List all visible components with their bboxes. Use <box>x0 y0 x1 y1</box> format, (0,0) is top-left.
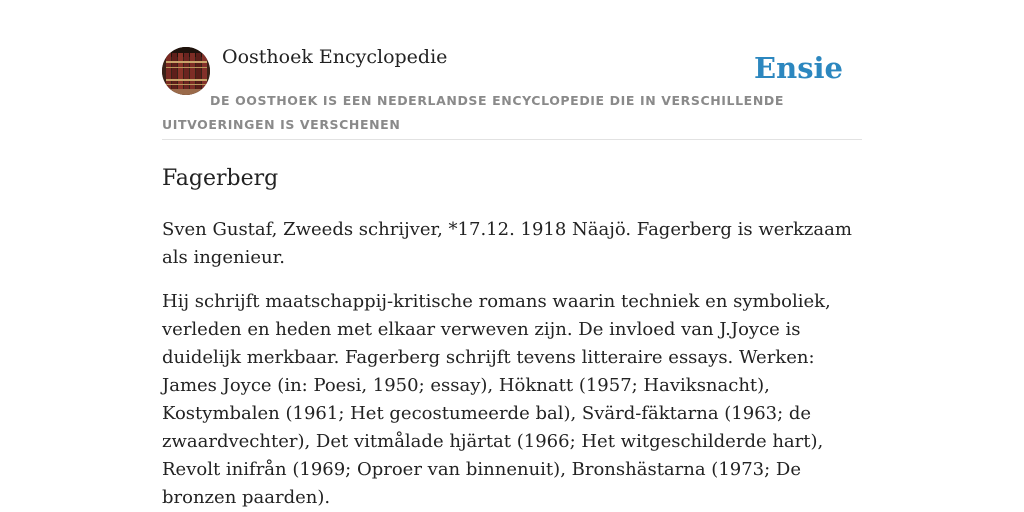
article-paragraph: Sven Gustaf, Zweeds schrijver, *17.12. 1918 Näajö. Fagerberg is werkzaam als ingenieur. <box>162 219 852 268</box>
brand-logo[interactable]: Ensie <box>754 51 843 85</box>
article-paragraph: Hij schrijft maatschappij-kritische romans waarin techniek en symboliek, verleden en heden met elkaar verweven zijn. De invloed van J.Joyce is duidelijk merkbaar. Fagerberg schrijft tevens litteraire essays. Werken: James Joyce (in: Poesi, 1950; essay), Höknatt (1957; Haviksnacht), Kostymbalen (1961; Het gecostumeerde bal), Svärd-fäktarna (1963; de zwaardvechter), Det vitmålade hjärtat (1966; Het witgeschilderde hart), Revolt inifrån (1969; Oproer van binnenuit), Bronshästarna (1973; De bronzen paarden). <box>162 291 831 508</box>
site-tagline: DE OOSTHOEK IS EEN NEDERLANDSE ENCYCLOPEDIE DIE IN VERSCHILLENDE UITVOERINGEN IS VERSCHENEN <box>162 93 784 132</box>
article-content <box>162 160 862 512</box>
article-title: Fagerberg <box>162 166 279 191</box>
site-header <box>162 46 862 140</box>
site-title[interactable]: Oosthoek Encyclopedie <box>222 46 448 68</box>
encyclopedia-books-icon[interactable] <box>162 47 210 95</box>
